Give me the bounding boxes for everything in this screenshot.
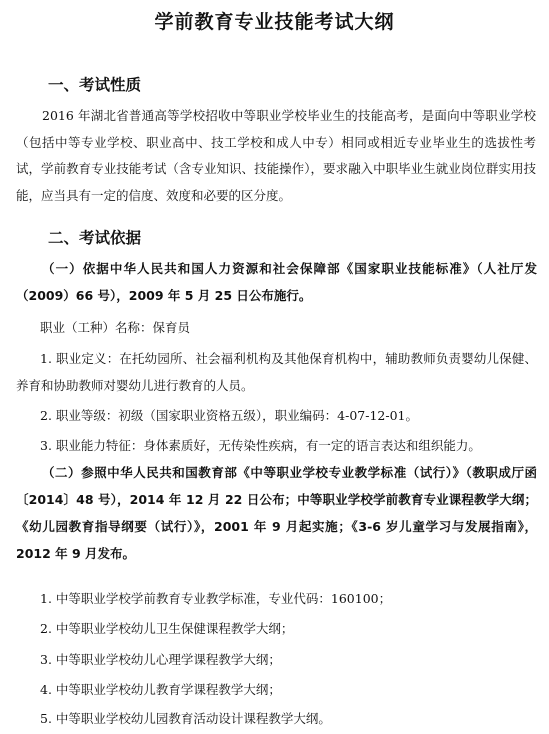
list-item: 3. 中等职业学校幼儿心理学课程教学大纲；: [40, 652, 281, 667]
list-item: 1. 中等职业学校学前教育专业教学标准，专业代码：160100；: [40, 591, 392, 606]
occupation-definition: 1. 职业定义：在托幼园所、社会福利机构及其他保育机构中，辅助教师负责婴幼儿保健、养育和协助教师对婴幼儿进行教育的人员。: [16, 351, 537, 393]
list-item: 2. 中等职业学校幼儿卫生保健课程教学大纲；: [40, 621, 294, 636]
basis-1-heading: （一）依据中华人民共和国人力资源和社会保障部《国家职业技能标准》（人社厅发（2009）66 号），2009 年 5 月 25 日公布施行。: [16, 261, 537, 303]
list-item: 5. 中等职业学校幼儿园教育活动设计课程教学大纲。: [40, 711, 331, 726]
section-heading-exam-basis: 二、考试依据: [48, 229, 142, 247]
list-item: 4. 中等职业学校幼儿教育学课程教学大纲；: [40, 682, 281, 697]
occupation-level: 2. 职业等级：初级（国家职业资格五级），职业编码：4-07-12-01。: [40, 408, 418, 423]
occupation-name: 职业（工种）名称：保育员: [40, 320, 191, 335]
exam-nature-paragraph: 2016 年湖北省普通高等学校招收中等职业学校毕业生的技能高考，是面向中等职业学校（包括中等专业学校、职业高中、技工学校和成人中专）相同或相近专业毕业生的选拔性考试，学前教育专业技能考试（含专业知识、技能操作），要求融入中职毕业生就业岗位群实用技能，应当具有一定的信度、效度和必要的区分度。: [16, 108, 536, 203]
basis-2-heading: （二）参照中华人民共和国教育部《中等职业学校专业教学标准（试行）》（教职成厅函〔2014〕48 号），2014 年 12 月 22 日公布；中等职业学校学前教育专业课程教学大纲；《幼儿园教育指导纲要（试行）》，2001 年 9 月起实施；《3-6 岁儿童学习与发展指南》，2012 年 9 月发布。: [16, 465, 537, 561]
document-title: 学前教育专业技能考试大纲: [154, 11, 395, 33]
occupation-ability: 3. 职业能力特征：身体素质好，无传染性疾病，有一定的语言表达和组织能力。: [40, 438, 481, 453]
section-heading-exam-nature: 一、考试性质: [48, 76, 142, 94]
